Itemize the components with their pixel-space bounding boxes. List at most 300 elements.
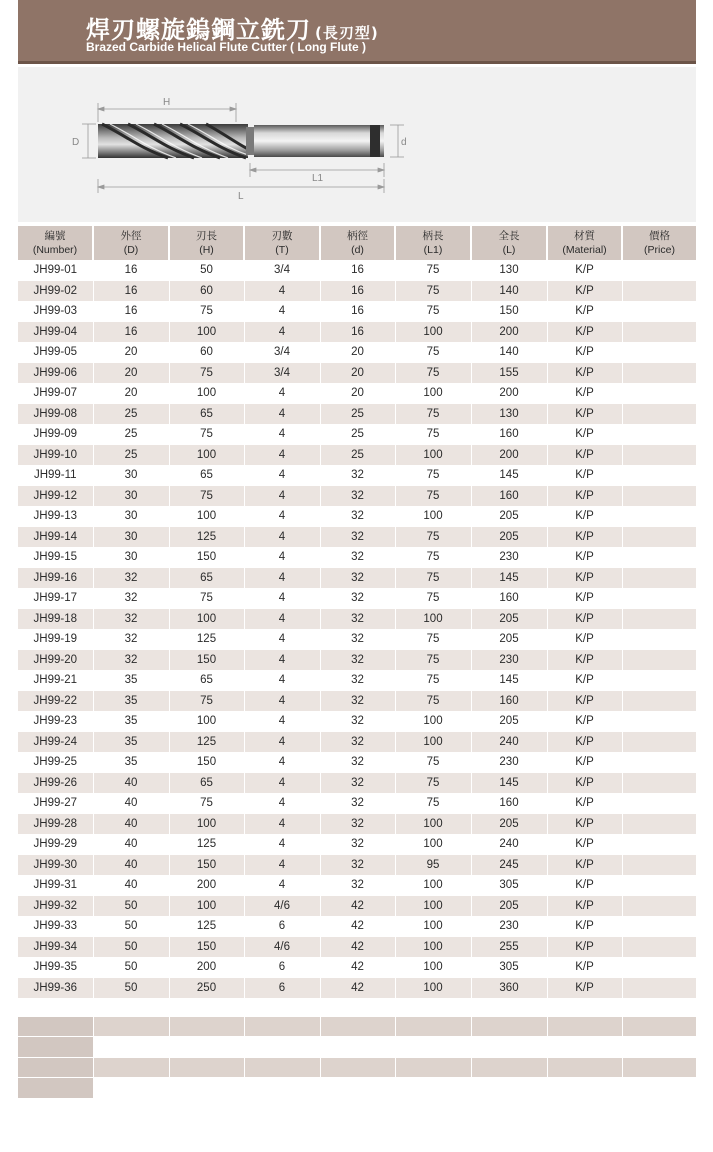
table-cell: 75 [395, 670, 471, 691]
table-cell: 150 [471, 301, 547, 322]
column-header [93, 226, 169, 260]
table-cell: 100 [395, 957, 471, 978]
table-cell [622, 547, 696, 568]
table-cell: 125 [169, 732, 244, 753]
table-cell: 25 [93, 445, 169, 466]
table-cell: K/P [547, 711, 622, 732]
table-cell: 145 [471, 568, 547, 589]
table-cell: 140 [471, 281, 547, 302]
table-cell: 100 [395, 732, 471, 753]
table-cell: JH99-15 [18, 547, 93, 568]
table-cell: 160 [471, 424, 547, 445]
table-cell: 75 [395, 486, 471, 507]
table-cell: K/P [547, 773, 622, 794]
table-cell: 75 [395, 301, 471, 322]
table-cell: JH99-01 [18, 260, 93, 281]
table-cell: 100 [169, 814, 244, 835]
table-cell: 75 [395, 773, 471, 794]
blank-cell [547, 1016, 622, 1037]
table-cell: JH99-28 [18, 814, 93, 835]
table-cell [622, 383, 696, 404]
table-cell: 230 [471, 650, 547, 671]
table-cell: JH99-11 [18, 465, 93, 486]
table-cell: JH99-08 [18, 404, 93, 425]
table-cell: 42 [320, 896, 395, 917]
blank-cell [320, 1078, 395, 1099]
table-cell: 16 [93, 281, 169, 302]
table-cell: K/P [547, 609, 622, 630]
table-cell [622, 793, 696, 814]
table-cell: 205 [471, 527, 547, 548]
table-cell: 75 [395, 691, 471, 712]
table-cell: 125 [169, 834, 244, 855]
table-cell: 32 [320, 568, 395, 589]
table-cell: 42 [320, 937, 395, 958]
table-row [18, 650, 696, 671]
table-cell: 100 [395, 834, 471, 855]
column-header-cn: 刃數 [271, 230, 293, 242]
table-cell: 32 [320, 855, 395, 876]
table-cell: 60 [169, 281, 244, 302]
table-cell: 4 [244, 568, 320, 589]
table-cell: 32 [320, 732, 395, 753]
table-cell [622, 424, 696, 445]
blank-cell [471, 1037, 547, 1058]
column-header-cn: 外徑 [120, 230, 142, 242]
blank-cell [169, 1057, 244, 1078]
table-cell: 75 [169, 424, 244, 445]
table-cell: 32 [93, 588, 169, 609]
blank-cell [471, 1016, 547, 1037]
table-row [18, 445, 696, 466]
table-cell: 125 [169, 629, 244, 650]
table-header [18, 226, 696, 260]
table-cell: 230 [471, 752, 547, 773]
table-cell: JH99-18 [18, 609, 93, 630]
table-cell: 65 [169, 670, 244, 691]
table-cell: 50 [169, 260, 244, 281]
table-cell [622, 363, 696, 384]
table-cell: JH99-10 [18, 445, 93, 466]
table-cell: K/P [547, 363, 622, 384]
table-row [18, 896, 696, 917]
table-cell [622, 281, 696, 302]
column-header [547, 226, 622, 260]
table-cell: 205 [471, 506, 547, 527]
table-row [18, 793, 696, 814]
dim-label-L: L [238, 191, 244, 202]
table-cell: 160 [471, 691, 547, 712]
table-cell: 200 [169, 875, 244, 896]
table-cell [622, 896, 696, 917]
table-cell: 32 [320, 527, 395, 548]
table-cell: 4 [244, 404, 320, 425]
table-cell: K/P [547, 855, 622, 876]
table-cell: 32 [320, 650, 395, 671]
table-cell: K/P [547, 937, 622, 958]
table-cell: K/P [547, 465, 622, 486]
table-row [18, 527, 696, 548]
table-cell: 3/4 [244, 363, 320, 384]
table-row [18, 691, 696, 712]
table-cell: K/P [547, 588, 622, 609]
table-row [18, 752, 696, 773]
table-cell: 32 [320, 486, 395, 507]
table-cell: JH99-02 [18, 281, 93, 302]
table-row [18, 957, 696, 978]
blank-cell [244, 1078, 320, 1099]
table-cell: 4 [244, 711, 320, 732]
blank-cell [395, 1016, 471, 1037]
shank-section [254, 125, 374, 157]
table-cell: K/P [547, 547, 622, 568]
table-cell: 75 [169, 301, 244, 322]
table-cell: JH99-12 [18, 486, 93, 507]
table-cell: 100 [395, 978, 471, 999]
table-cell: 205 [471, 629, 547, 650]
table-cell: 65 [169, 568, 244, 589]
table-cell: 16 [93, 301, 169, 322]
table-cell: JH99-06 [18, 363, 93, 384]
table-cell: JH99-27 [18, 793, 93, 814]
table-cell [622, 486, 696, 507]
table-cell [622, 609, 696, 630]
table-row [18, 588, 696, 609]
column-header [320, 226, 395, 260]
table-cell [622, 814, 696, 835]
table-row [18, 383, 696, 404]
table-cell: 75 [395, 342, 471, 363]
table-cell: K/P [547, 424, 622, 445]
table-cell: 25 [93, 404, 169, 425]
blank-cell [547, 1057, 622, 1078]
blank-cell [244, 1016, 320, 1037]
table-cell: 150 [169, 752, 244, 773]
table-cell: K/P [547, 445, 622, 466]
table-cell: 205 [471, 711, 547, 732]
table-cell: 42 [320, 978, 395, 999]
table-cell: 75 [395, 547, 471, 568]
table-row [18, 916, 696, 937]
column-header [471, 226, 547, 260]
table-cell: 4 [244, 547, 320, 568]
table-cell: 32 [93, 650, 169, 671]
table-cell: JH99-32 [18, 896, 93, 917]
table-row [18, 404, 696, 425]
table-cell: JH99-16 [18, 568, 93, 589]
cutter-drawing [18, 67, 696, 222]
table-cell: 40 [93, 875, 169, 896]
table-cell: JH99-09 [18, 424, 93, 445]
table-cell: 40 [93, 855, 169, 876]
blank-cell [169, 1037, 244, 1058]
table-cell: 100 [169, 711, 244, 732]
table-cell [622, 732, 696, 753]
table-cell [622, 834, 696, 855]
table-cell: JH99-04 [18, 322, 93, 343]
title-cn-sub: (長刃型) [315, 24, 379, 42]
table-cell: 4 [244, 486, 320, 507]
table-cell [622, 875, 696, 896]
table-cell: K/P [547, 957, 622, 978]
table-cell: 4 [244, 814, 320, 835]
table-cell: 155 [471, 363, 547, 384]
table-cell: K/P [547, 281, 622, 302]
table-cell: 75 [395, 793, 471, 814]
table-cell: 4 [244, 732, 320, 753]
table-cell: 100 [169, 445, 244, 466]
table-row [18, 363, 696, 384]
table-cell: K/P [547, 752, 622, 773]
table-row [18, 486, 696, 507]
table-cell: 75 [395, 588, 471, 609]
blank-cell [395, 1057, 471, 1078]
table-cell: JH99-13 [18, 506, 93, 527]
table-cell: JH99-30 [18, 855, 93, 876]
table-cell: 32 [320, 875, 395, 896]
table-cell: 125 [169, 527, 244, 548]
table-cell: 16 [320, 301, 395, 322]
table-cell: 25 [93, 424, 169, 445]
table-cell: 4 [244, 855, 320, 876]
table-cell: 75 [395, 281, 471, 302]
table-row [18, 855, 696, 876]
column-header-cn: 材質 [574, 230, 595, 242]
table-cell: 3/4 [244, 260, 320, 281]
table-cell: 200 [471, 445, 547, 466]
table-cell: 360 [471, 978, 547, 999]
table-cell: 25 [320, 445, 395, 466]
column-header-cn: 價格 [649, 230, 670, 242]
title-cn-main: 焊刃螺旋鎢鋼立銑刀 [86, 16, 311, 44]
table-cell: 32 [320, 691, 395, 712]
table-cell: 16 [93, 260, 169, 281]
table-cell [622, 691, 696, 712]
table-row [18, 342, 696, 363]
table-cell: 4 [244, 588, 320, 609]
table-cell: 4 [244, 322, 320, 343]
table-cell: 40 [93, 834, 169, 855]
table-cell: 4/6 [244, 937, 320, 958]
table-row [18, 670, 696, 691]
table-row [18, 629, 696, 650]
table-cell: 20 [93, 383, 169, 404]
table-cell: 50 [93, 957, 169, 978]
table-cell: 4 [244, 834, 320, 855]
table-cell: 65 [169, 465, 244, 486]
table-cell: 230 [471, 916, 547, 937]
table-cell: JH99-07 [18, 383, 93, 404]
table-body [18, 260, 696, 1098]
blank-cell [93, 1057, 169, 1078]
blank-cell [320, 1037, 395, 1058]
table-cell [622, 527, 696, 548]
column-header-en: (d) [351, 244, 364, 256]
table-cell: 75 [395, 752, 471, 773]
table-cell: K/P [547, 670, 622, 691]
table-cell: 32 [93, 629, 169, 650]
dim-label-D: D [72, 137, 80, 148]
table-cell: 32 [93, 568, 169, 589]
table-cell: 4 [244, 506, 320, 527]
table-cell: K/P [547, 875, 622, 896]
table-cell: K/P [547, 301, 622, 322]
table-cell: K/P [547, 404, 622, 425]
column-header [18, 226, 93, 260]
table-cell: 100 [169, 609, 244, 630]
table-cell: 50 [93, 916, 169, 937]
table-cell: 40 [93, 814, 169, 835]
table-row [18, 732, 696, 753]
blank-cell [169, 1078, 244, 1099]
dim-label-d: d [401, 137, 407, 148]
table-cell: JH99-20 [18, 650, 93, 671]
column-header-en: (L) [502, 244, 516, 256]
column-header-en: (H) [199, 244, 214, 256]
table-cell [622, 957, 696, 978]
table-cell: JH99-14 [18, 527, 93, 548]
table-cell: 4/6 [244, 896, 320, 917]
blank-cell [622, 1016, 696, 1037]
table-cell: 40 [93, 793, 169, 814]
table-cell: 250 [169, 978, 244, 999]
table-cell: 125 [169, 916, 244, 937]
table-cell: JH99-05 [18, 342, 93, 363]
table-cell: 20 [320, 363, 395, 384]
table-cell: 75 [169, 588, 244, 609]
table-cell: 75 [395, 527, 471, 548]
blank-cell [18, 1078, 93, 1099]
table-cell: K/P [547, 383, 622, 404]
blank-cell [244, 1037, 320, 1058]
table-row [18, 814, 696, 835]
table-cell: 245 [471, 855, 547, 876]
table-cell: K/P [547, 978, 622, 999]
table-row [18, 281, 696, 302]
table-cell [622, 465, 696, 486]
table-cell: 240 [471, 732, 547, 753]
table-cell: 65 [169, 404, 244, 425]
column-header-cn: 全長 [498, 230, 520, 242]
table-cell [622, 404, 696, 425]
cutter-diagram [18, 67, 696, 222]
table-cell: 75 [169, 691, 244, 712]
table-cell [622, 568, 696, 589]
table-row [18, 875, 696, 896]
table-cell: 4 [244, 465, 320, 486]
table-cell: 32 [320, 588, 395, 609]
table-cell: 75 [395, 650, 471, 671]
table-cell: 100 [395, 445, 471, 466]
table-cell: 32 [320, 793, 395, 814]
table-cell: JH99-31 [18, 875, 93, 896]
table-cell: K/P [547, 793, 622, 814]
blank-cell [320, 1057, 395, 1078]
table-cell: 100 [395, 506, 471, 527]
table-cell: 16 [320, 322, 395, 343]
table-cell: 100 [395, 711, 471, 732]
blank-cell [169, 1016, 244, 1037]
spec-table [18, 226, 696, 1099]
table-cell: JH99-33 [18, 916, 93, 937]
table-cell: 200 [471, 322, 547, 343]
table-cell: 75 [169, 486, 244, 507]
table-cell [622, 711, 696, 732]
table-cell [622, 855, 696, 876]
table-cell: 145 [471, 670, 547, 691]
blank-cell [320, 1016, 395, 1037]
table-cell: 75 [395, 424, 471, 445]
table-cell: K/P [547, 916, 622, 937]
table-row [18, 568, 696, 589]
table-cell: 75 [169, 793, 244, 814]
table-cell: JH99-17 [18, 588, 93, 609]
table-row [18, 711, 696, 732]
table-cell: JH99-24 [18, 732, 93, 753]
table-cell: JH99-26 [18, 773, 93, 794]
table-row [18, 773, 696, 794]
column-header-cn: 柄徑 [347, 230, 368, 242]
table-cell: 140 [471, 342, 547, 363]
table-cell: 30 [93, 486, 169, 507]
table-cell: JH99-36 [18, 978, 93, 999]
table-cell: 100 [169, 896, 244, 917]
table-cell: 240 [471, 834, 547, 855]
table-cell: K/P [547, 834, 622, 855]
table-cell: 4 [244, 670, 320, 691]
table-cell: 130 [471, 404, 547, 425]
blank-row [18, 1057, 696, 1078]
table-cell [622, 978, 696, 999]
table-cell: 205 [471, 814, 547, 835]
table-cell: K/P [547, 568, 622, 589]
table-cell: 145 [471, 773, 547, 794]
table-cell: 4 [244, 773, 320, 794]
table-cell: K/P [547, 342, 622, 363]
table-cell: JH99-35 [18, 957, 93, 978]
blank-cell [622, 1057, 696, 1078]
table-spacer-row [18, 998, 696, 1016]
table-cell: 20 [320, 342, 395, 363]
dim-label-L1: L1 [312, 173, 324, 184]
table-cell: 4 [244, 650, 320, 671]
table-cell [622, 650, 696, 671]
table-row [18, 834, 696, 855]
table-cell: 16 [320, 260, 395, 281]
table-cell: 100 [395, 937, 471, 958]
table-cell: 6 [244, 957, 320, 978]
table-cell: 65 [169, 773, 244, 794]
blank-cell [622, 1037, 696, 1058]
table-cell: 35 [93, 711, 169, 732]
table-cell [622, 342, 696, 363]
table-cell: JH99-34 [18, 937, 93, 958]
table-cell [622, 506, 696, 527]
table-cell: K/P [547, 896, 622, 917]
table-cell: 100 [169, 506, 244, 527]
blank-cell [93, 1016, 169, 1037]
table-cell: 150 [169, 547, 244, 568]
table-cell [622, 752, 696, 773]
table-cell: K/P [547, 691, 622, 712]
table-cell: 4 [244, 629, 320, 650]
blank-cell [547, 1037, 622, 1058]
table-cell: K/P [547, 732, 622, 753]
blank-cell [18, 1057, 93, 1078]
table-cell: 20 [93, 363, 169, 384]
table-cell: 100 [395, 814, 471, 835]
table-cell: 100 [395, 875, 471, 896]
